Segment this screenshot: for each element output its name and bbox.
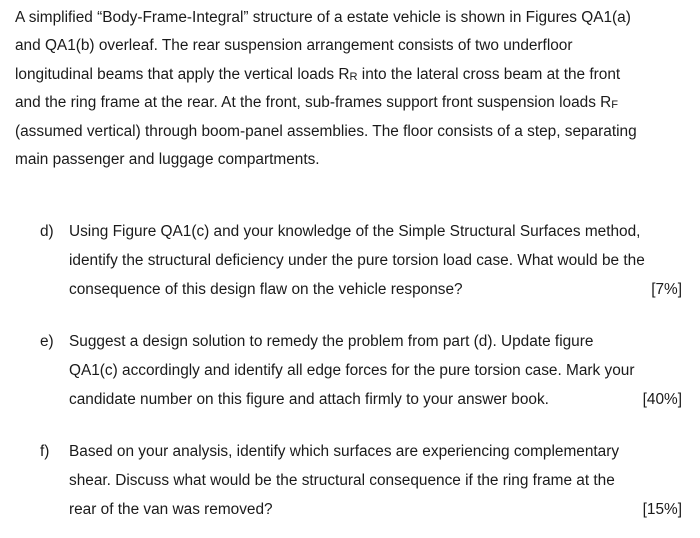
question-text: rear of the van was removed?: [69, 500, 273, 518]
subscript-f: F: [611, 99, 619, 112]
intro-line: [15, 32, 695, 60]
question-e: [40, 328, 685, 414]
intro-text: into the lateral cross beam at the front: [357, 65, 621, 83]
intro-text: longitudinal beams that apply the vertical loads R: [15, 65, 350, 83]
intro-text: and QA1(b) overleaf. The rear suspension arrangement consists of two underfloor: [15, 37, 573, 55]
intro-text: main passenger and luggage compartments.: [15, 150, 320, 168]
question-line: [40, 438, 685, 467]
question-text: Based on your analysis, identify which surfaces are experiencing complementary: [69, 443, 620, 460]
subscript-r: R: [349, 70, 358, 83]
question-text: identify the structural deficiency under the pure torsion load case. What would be the: [69, 251, 645, 269]
question-mark-weight: [7%]: [651, 280, 682, 298]
question-text: candidate number on this figure and attach firmly to your answer book.: [69, 390, 549, 408]
intro-line: [15, 118, 695, 146]
question-text: shear. Discuss what would be the structural consequence if the ring frame at the: [69, 471, 615, 489]
question-letter: d): [40, 223, 54, 240]
question-text: Using Figure QA1(c) and your knowledge of the Simple Structural Surfaces method,: [69, 223, 641, 240]
intro-text: and the ring frame at the rear. At the front, sub-frames support front suspension loads R: [15, 94, 612, 112]
question-letter: f): [40, 443, 50, 460]
intro-paragraph: [15, 4, 695, 174]
intro-line: [15, 146, 695, 174]
question-text: consequence of this design flaw on the vehicle response?: [69, 280, 463, 298]
question-mark-weight: [15%]: [642, 500, 682, 518]
intro-line: [15, 4, 695, 32]
question-mark-weight: [40%]: [642, 390, 682, 408]
intro-text: (assumed vertical) through boom-panel assemblies. The floor consists of a step, separating: [15, 122, 637, 140]
question-text: Suggest a design solution to remedy the problem from part (d). Update figure: [69, 333, 594, 350]
question-letter: e): [40, 333, 54, 350]
question-line: [40, 328, 685, 357]
intro-text: A simplified “Body-Frame-Integral” structure of a estate vehicle is shown in Figures QA1(a): [15, 9, 631, 26]
question-f: [40, 438, 685, 524]
question-line: [40, 386, 685, 415]
question-line: [40, 496, 685, 525]
question-line: [40, 247, 685, 276]
question-d: [40, 218, 685, 304]
intro-line: [15, 61, 695, 89]
question-line: [40, 218, 685, 247]
question-text: QA1(c) accordingly and identify all edge forces for the pure torsion case. Mark your: [69, 361, 635, 379]
question-line: [40, 276, 685, 305]
question-line: [40, 467, 685, 496]
intro-line: [15, 89, 695, 117]
question-line: [40, 357, 685, 386]
